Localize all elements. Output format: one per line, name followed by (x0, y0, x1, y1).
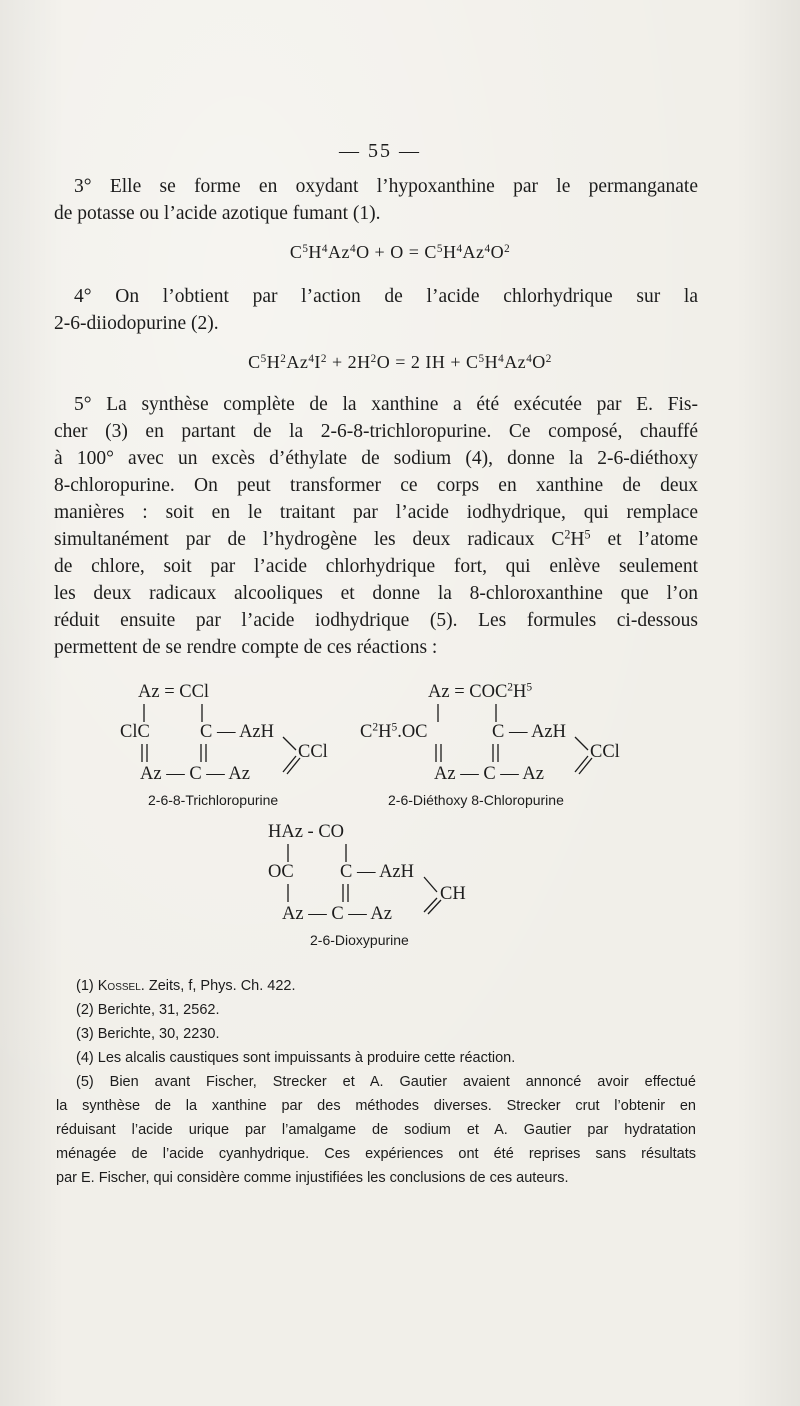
formula-1-bonds (120, 682, 360, 792)
formula-3-ch: CH (440, 884, 466, 904)
formula-2-caption: 2-6-Diéthoxy 8-Chloropurine (388, 792, 564, 808)
formula-1-left: ClC (120, 722, 150, 742)
paragraph-4-line-1: 4° On l’obtient par l’action de l’acide chlorhydrique sur la (74, 286, 698, 307)
paragraph-5-line-6: simultanément par de l’hydrogène les deux radicaux $C^2H^5$ et l’atome (54, 527, 699, 550)
paragraph-5-line-1: 5° La synthèse complète de la xanthine a été exécutée par E. Fis- (74, 394, 698, 415)
formula-2-top: $Az = COC^2H^5$ (428, 681, 533, 702)
formula-1-mid: C — AzH (200, 722, 274, 742)
footnote-2: (2) Berichte, 31, 2562. (76, 1002, 220, 1018)
equation-oxidation: $C^5H^4Az^4O + O = C^5H^4Az^4O^2$ (289, 242, 511, 262)
formula-3-mid: C — AzH (340, 862, 414, 882)
paragraph-5-line-2: cher (3) en partant de la 2-6-8-trichloropurine. Ce composé, chauffé (54, 421, 698, 442)
paragraph-5-line-10: permettent de se rendre compte de ces réactions : (54, 637, 438, 658)
formula-3-caption: 2-6-Dioxypurine (310, 932, 409, 948)
paragraph-3 (54, 173, 698, 227)
formula-2-bonds (360, 682, 660, 792)
footnote-5-line-5: par E. Fischer, qui considère comme injustifiées les conclusions de ces auteurs. (56, 1170, 569, 1186)
formula-1-top: Az = CCl (138, 682, 210, 702)
formula-1-caption: 2-6-8-Trichloropurine (148, 792, 279, 808)
formula-1-ccl: CCl (298, 742, 328, 762)
paragraph-5-line-4: 8-chloropurine. On peut transformer ce corps en xanthine de deux (54, 475, 698, 496)
footnote-3: (3) Berichte, 30, 2230. (76, 1026, 220, 1042)
footnote-1: (1) Kossel. Zeits, f, Phys. Ch. 422. (76, 978, 296, 994)
paragraph-4-line-2: 2-6-diiodopurine (2). (54, 313, 219, 334)
formula-dioxypurine (268, 822, 508, 952)
paragraph-5-line-7: de chlore, soit par l’acide chlorhydrique fort, qui enlève seulement (54, 556, 698, 577)
formula-1-bottom: Az — C — Az (140, 764, 250, 784)
paragraph-3-line-2: de potasse ou l’acide azotique fumant (1). (54, 203, 381, 224)
footnote-4: (4) Les alcalis caustiques sont impuissants à produire cette réaction. (76, 1050, 516, 1066)
footnote-5-line-1: (5) Bien avant Fischer, Strecker et A. Gautier avaient annoncé avoir effectué (76, 1074, 696, 1090)
formula-trichloropurine (120, 682, 360, 812)
equation-hydrolysis: $C^5H^2Az^4I^2 + 2H^2O = 2$ IH + $C^5H^4Az^4O^2$ (248, 352, 552, 372)
formula-3-top: HAz - CO (268, 822, 345, 842)
paragraph-3-line-1: 3° Elle se forme en oxydant l’hypoxanthine par le permanganate (74, 176, 698, 197)
formula-diethoxy-chloropurine (360, 682, 660, 812)
footnote-5-line-4: ménagée de l’acide cyanhydrique. Ces expériences ont été reprises sans résultats (56, 1146, 696, 1162)
formula-3-oc: OC (268, 862, 294, 882)
footnote-5-line-2: la synthèse de la xanthine par des méthodes diverses. Strecker crut l’obtenir en (56, 1098, 696, 1114)
formula-2-bottom: Az — C — Az (434, 764, 544, 784)
page-number: — 55 — (339, 140, 421, 162)
paragraph-5-line-8: les deux radicaux alcooliques et donne la 8-chloroxanthine que l’on (54, 583, 698, 604)
paragraph-5-line-3: à 100° avec un excès d’éthylate de sodium (4), donne la 2-6-diéthoxy (54, 448, 698, 469)
formula-2-left: $C^2H^5.OC$ (360, 721, 428, 742)
paragraph-5 (54, 391, 698, 661)
paragraph-4 (54, 283, 698, 337)
formula-2-ccl: CCl (590, 742, 620, 762)
paragraph-5-line-9: réduit ensuite par l’acide iodhydrique (5). Les formules ci-dessous (54, 610, 698, 631)
paragraph-5-line-5: manières : soit en le traitant par l’acide iodhydrique, qui remplace (54, 502, 698, 523)
footnotes (56, 974, 696, 1190)
formula-3-bonds (268, 822, 508, 932)
footnote-5-line-3: réduisant l’acide urique par l’amalgame de sodium et A. Gautier par hydratation (56, 1122, 696, 1138)
formula-2-mid: C — AzH (492, 722, 566, 742)
formula-3-bottom: Az — C — Az (282, 904, 392, 924)
